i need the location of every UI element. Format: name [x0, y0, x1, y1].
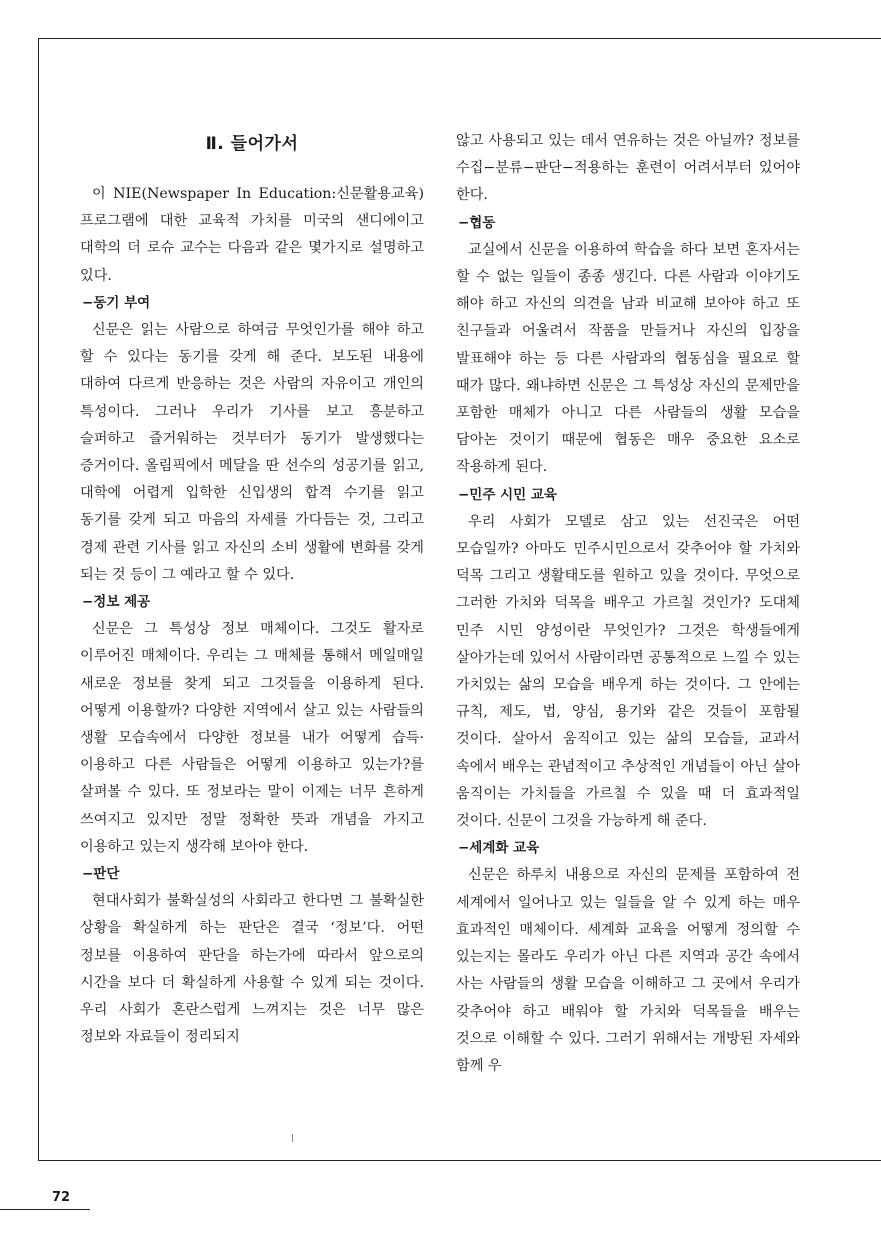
page-frame-top — [38, 38, 881, 39]
heading-civic-education: −민주 시민 교육 — [458, 486, 557, 503]
paragraph-cooperation: 교실에서 신문을 이용하여 학습을 하다 보면 혼자서는 할 수 없는 일들이 종종 생긴다. 다른 사람과 이야기도 해야 하고 자신의 의견을 남과 비교해 보아야 하고 또 친구들과 어울려서 작품을 만들거나 자신의 입장을 발표해야 하는 등 다른 사람과의 협동심을 필요로 할 때가 많다. 왜냐하면 신문은 그 특성상 자신의 문제만을 포함한 매체가 아니고 다른 사람들의 생활 모습을 담아논 것이기 때문에 협동은 매우 중요한 요소로 작용하게 된다. — [456, 241, 800, 476]
page-number-rule — [0, 1209, 90, 1210]
paragraph-civic-education: 우리 사회가 모델로 삼고 있는 선진국은 어떤 모습일까? 아마도 민주시민으로서 갖추어야 할 가치와 덕목 그리고 생활태도를 원하고 있을 것이다. 무엇으로 그러한 가치와 덕목을 배우고 가르칠 것인가? 도대체 민주 시민 양성이란 무엇인가? 그것은 학생들에게 살아가는데 있어서 사람이라면 공통적으로 느낄 수 있는 가치있는 삶의 모습을 배우게 하는 것이다. 그 안에는 규칙, 제도, 법, 양심, 용기와 같은 것들이 포함될 것이다. 살아서 움직이고 있는 삶의 모습들, 교과서 속에서 배우는 관념적이고 추상적인 개념들이 아닌 살아 움직이는 가치들을 가르칠 수 있을 때 더 효과적일 것이다. 신문이 그것을 가능하게 해 준다. — [456, 513, 800, 830]
page-number: 72 — [52, 1190, 71, 1205]
paragraph-continued: 않고 사용되고 있는 데서 연유하는 것은 아닐까? 정보를 수집−분류−판단−적용하는 훈련이 어려서부터 있어야 한다. — [456, 133, 800, 204]
heading-information: −정보 제공 — [82, 594, 151, 611]
heading-judgment: −판단 — [82, 866, 120, 883]
section-title: Ⅱ. 들어가서 — [205, 134, 299, 154]
page-frame-left — [38, 38, 39, 1160]
paragraph-information: 신문은 그 특성상 정보 매체이다. 그것도 활자로 이루어진 매체이다. 우리는 그 매체를 통해서 메일매일 새로운 정보를 찾게 되고 그것들을 이용하게 된다. 어떻게 이용할까? 다양한 지역에서 살고 있는 사람들의 생활 모습속에서 다양한 정보를 내가 어떻게 습득·이용하고 다른 사람들은 어떻게 이용하고 있는가?를 살펴볼 수 있다. 또 정보라는 말이 이제는 너무 흔하게 쓰여지고 있지만 정말 정확한 뜻과 개념을 가지고 이용하고 있는지 생각해 보아야 한다. — [80, 621, 424, 855]
paragraph-global-education: 신문은 하루치 내용으로 자신의 문제를 포함하여 전 세계에서 일어나고 있는 일들을 알 수 있게 하는 매우 효과적인 매체이다. 세계화 교육을 어떻게 정의할 수 있는지는 몰라도 우리가 아닌 다른 지역과 공간 속에서 사는 사람들의 생활 모습을 이해하고 그 곳에서 우리가 갖추어야 하고 배워야 할 가치와 덕목들을 배우는 것으로 이해할 수 있다. 그러기 위해서는 개방된 자세와 함께 우 — [456, 867, 800, 1074]
heading-cooperation: −협동 — [458, 214, 496, 231]
heading-global-education: −세계화 교육 — [458, 840, 540, 857]
right-column — [456, 128, 800, 1080]
page-frame-bottom — [38, 1160, 881, 1161]
heading-motivation: −동기 부여 — [82, 294, 151, 311]
paragraph-judgment: 현대사회가 불확실성의 사회라고 한다면 그 불확실한 상황을 확실하게 하는 판단은 결국 ‘정보’다. 어떤 정보를 이용하여 판단을 하는가에 따라서 앞으로의 시간을 보다 더 확실하게 사용할 수 있게 되는 것이다. 우리 사회가 혼란스럽게 느껴지는 것은 너무 많은 정보와 자료들이 정리되지 — [80, 893, 424, 1046]
left-column — [80, 128, 424, 1052]
column-divider-mark — [292, 1134, 293, 1142]
intro-paragraph: 이 NIE(Newspaper In Education:신문활용교육) 프로그램에 대한 교육적 가치를 미국의 샌디에이고 대학의 더 로슈 교수는 다음과 같은 몇가지로 설명하고 있다. — [80, 186, 424, 284]
paragraph-motivation: 신문은 읽는 사람으로 하여금 무엇인가를 해야 하고 할 수 있다는 동기를 갖게 해 준다. 보도된 내용에 대하여 다르게 반응하는 것은 사람의 자유이고 개인의 특성이다. 그러나 우리가 기사를 보고 흥분하고 슬퍼하고 즐거워하는 것부터가 동기가 발생했다는 증거이다. 올림픽에서 메달을 딴 선수의 성공기를 읽고, 대학에 어렵게 입학한 신입생의 합격 수기를 읽고 동기를 갖게 되고 마음의 자세를 가다듬는 것, 그리고 경제 관련 기사를 읽고 자신의 소비 생활에 변화를 갖게 되는 것 등이 그 예라고 할 수 있다. — [80, 322, 424, 583]
